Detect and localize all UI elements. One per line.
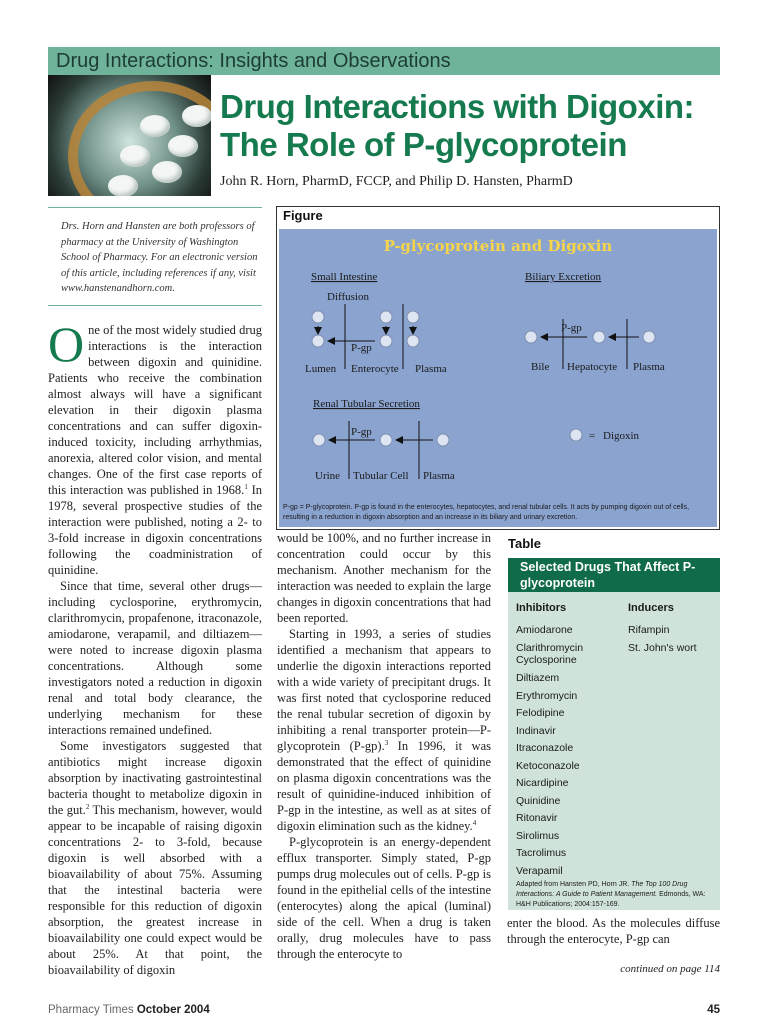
inhibitor-drug: Erythromycin bbox=[516, 689, 578, 702]
paragraph: Some investigators suggested that antibiotics might increase digoxin absorption by inactivating gastrointestinal bacteria thought to metabolize digoxin in the gut.$^2$ This mechanism, however, would appear to be incapable of raising digoxin concentrations 2- to 3-fold, because digoxin is well absorbed with a bioavailability of about 75%. Assuming that the intestinal bacteria were responsible for this reduction of digoxin absorption, the greatest increase in bioavailability one could expect would be about 25%. At that point, the bioavailability of digoxin bbox=[48, 739, 262, 977]
inhibitor-drug: Quinidine bbox=[516, 794, 561, 807]
article-authors: John R. Horn, PharmD, FCCP, and Philip D. Hansten, PharmD bbox=[220, 174, 573, 189]
table-title: Selected Drugs That Affect P-glycoprotein bbox=[508, 558, 720, 592]
paragraph: Starting in 1993, a series of studies identified a mechanism that appears to underlie the digoxin interactions reported with a wide variety of precipitant drugs. It was first noted that cyclosporine reduced the renal tubular secretion of digoxin by inhibiting a renal transporter protein—P-glycoprotein (P-gp).$^3$ In 1996, it was demonstrated that the effect of quinidine on plasma digoxin concentrations was the result of quinidine-induced inhibition of P-gp in the intestine, as well as at sites of digoxin elimination such as the kidney.$^4$ bbox=[277, 627, 491, 833]
body-column-1 bbox=[48, 316, 263, 978]
bio-bottom-rule bbox=[48, 305, 262, 306]
label-diffusion: Diffusion bbox=[327, 291, 369, 303]
digoxin-molecule bbox=[313, 434, 325, 446]
label-enterocyte: Enterocyte bbox=[351, 363, 399, 375]
legend-equals: = bbox=[589, 430, 596, 442]
digoxin-molecule bbox=[643, 331, 655, 343]
reference-marker: 4 bbox=[472, 818, 477, 827]
article-title: Drug Interactions with Digoxin: The Role of P-glycoprotein bbox=[220, 88, 695, 163]
digoxin-molecule bbox=[437, 434, 449, 446]
label-plasma: Plasma bbox=[415, 363, 447, 375]
inhibitors-header: Inhibitors bbox=[516, 602, 567, 614]
inhibitor-drug: Clarithromycin bbox=[516, 641, 584, 654]
page-number: 45 bbox=[707, 1004, 720, 1016]
label-plasma: Plasma bbox=[423, 470, 455, 482]
digoxin-molecule bbox=[593, 331, 605, 343]
paragraph: Since that time, several other drugs—including cyclosporine, erythromycin, clarithromycin, propafenone, itraconazole, amiodarone, verapamil, and diltiazem—were noted to increase digoxin plasma concentrations. Although some investigators noted a reduction in digoxin renal and total body clearance, the underlying mechanism for these interactions remained undefined. bbox=[48, 579, 262, 737]
figure-caption: P-gp = P-glycoprotein. P-gp is found in the enterocytes, hepatocytes, and renal tubular cells. It acts by pumping digoxin out of cells, resulting in a reduction in digoxin absorption and an increase in its biliary and urinary excretion. bbox=[283, 504, 690, 521]
inhibitor-drug: Verapamil bbox=[516, 864, 563, 877]
drop-cap: O bbox=[48, 316, 85, 372]
body-column-3 bbox=[507, 915, 720, 947]
digoxin-molecule bbox=[312, 311, 324, 323]
digoxin-molecule bbox=[380, 434, 392, 446]
label-pgp: P-gp bbox=[561, 322, 582, 334]
pgp-diagram bbox=[279, 229, 717, 527]
label-biliary: Biliary Excretion bbox=[525, 271, 602, 283]
digoxin-molecule bbox=[407, 311, 419, 323]
label-hepatocyte: Hepatocyte bbox=[567, 361, 618, 373]
label-plasma: Plasma bbox=[633, 361, 665, 373]
continued-note: continued on page 114 bbox=[620, 963, 720, 975]
table-source: Adapted from Hansten PD, Horn JR. The Top 100 Drug Interactions: A Guide to Patient Management. Edmonds, WA: H&H Publications; 2004:157-169. bbox=[516, 881, 706, 908]
figure bbox=[276, 206, 720, 530]
author-bio: Drs. Horn and Hansten are both professors of pharmacy at the University of Washington School of Pharmacy. For an electronic version of this article, including references if any, visit www.hanstenandhorn.com. bbox=[61, 221, 258, 294]
pills-photo bbox=[48, 75, 211, 196]
body-column-2 bbox=[277, 530, 491, 962]
drug-table bbox=[508, 558, 720, 910]
inhibitor-drug: Diltiazem bbox=[516, 672, 560, 684]
inhibitor-drug: Ritonavir bbox=[516, 812, 558, 824]
inhibitor-drug: Felodipine bbox=[516, 707, 565, 719]
footer-publication: Pharmacy Times October 2004 bbox=[48, 1004, 210, 1016]
legend-digoxin-molecule bbox=[570, 429, 582, 441]
paragraph: enter the blood. As the molecules diffuse through the enterocyte, P-gp can bbox=[507, 916, 720, 946]
label-pgp: P-gp bbox=[351, 342, 372, 354]
digoxin-molecule bbox=[380, 311, 392, 323]
reference-marker: 1 bbox=[244, 482, 248, 491]
label-tubular-cell: Tubular Cell bbox=[353, 470, 409, 482]
reference-marker: 3 bbox=[384, 738, 389, 747]
inhibitor-drug: Itraconazole bbox=[516, 742, 574, 754]
inhibitor-drug: Amiodarone bbox=[516, 624, 573, 636]
paragraph: would be 100%, and no further increase in concentration could occur by this mechanism. Another mechanism for the interaction was needed to explain the large changes in digoxin concentrations that had been reported. bbox=[277, 531, 491, 625]
label-urine: Urine bbox=[315, 470, 341, 482]
digoxin-molecule bbox=[525, 331, 537, 343]
reference-marker: 2 bbox=[85, 802, 90, 811]
digoxin-molecule bbox=[312, 335, 324, 347]
figure-title: P-glycoprotein and Digoxin bbox=[383, 237, 613, 255]
digoxin-molecule bbox=[380, 335, 392, 347]
label-pgp: P-gp bbox=[351, 426, 372, 438]
table-label: Table bbox=[508, 536, 541, 551]
inducer-drug: Rifampin bbox=[628, 624, 670, 636]
section-banner: Drug Interactions: Insights and Observations bbox=[48, 47, 720, 75]
label-lumen: Lumen bbox=[305, 363, 337, 375]
paragraph: P-glycoprotein is an energy-dependent efflux transporter. Simply stated, P-gp pumps drug molecules out of cells. P-gp is found in the epithelial cells of the intestine (enterocytes) along the apical (luminal) side of the cell. When a drug is taken orally, drug molecules have to pass through the enterocyte to bbox=[277, 835, 491, 961]
bio-top-rule bbox=[48, 207, 262, 208]
legend-digoxin-label: Digoxin bbox=[603, 430, 640, 442]
figure-label: Figure bbox=[283, 208, 323, 223]
inhibitor-drug: Ketoconazole bbox=[516, 759, 580, 772]
inhibitor-drug: Indinavir bbox=[516, 724, 556, 737]
inducers-header: Inducers bbox=[628, 602, 674, 614]
inhibitor-drug: Tacrolimus bbox=[516, 847, 567, 859]
inhibitor-drug: Nicardipine bbox=[516, 777, 569, 789]
inhibitor-drug: Cyclosporine bbox=[516, 654, 577, 666]
label-bile: Bile bbox=[531, 361, 550, 373]
label-renal: Renal Tubular Secretion bbox=[313, 398, 420, 410]
inhibitor-drug: Sirolimus bbox=[516, 829, 560, 842]
label-small-intestine: Small Intestine bbox=[311, 271, 378, 283]
paragraph: One of the most widely studied drug interactions is the interaction between digoxin and quinidine. Patients who receive the combination almost always will have a significant elevation in their digoxin plasma concentrations and can suffer digoxin-induced toxicity, including arrhythmias, anorexia, altered color vision, and mental changes. One of the first case reports of this interaction was published in 1968.$^1$ In 1978, several prospective studies of the interaction were published, noting a 2- to 3-fold increase in digoxin concentrations following the coadministration of quinidine. bbox=[48, 316, 263, 577]
digoxin-molecule bbox=[407, 335, 419, 347]
figure-panel bbox=[279, 229, 717, 527]
inducer-drug: St. John's wort bbox=[628, 641, 697, 654]
